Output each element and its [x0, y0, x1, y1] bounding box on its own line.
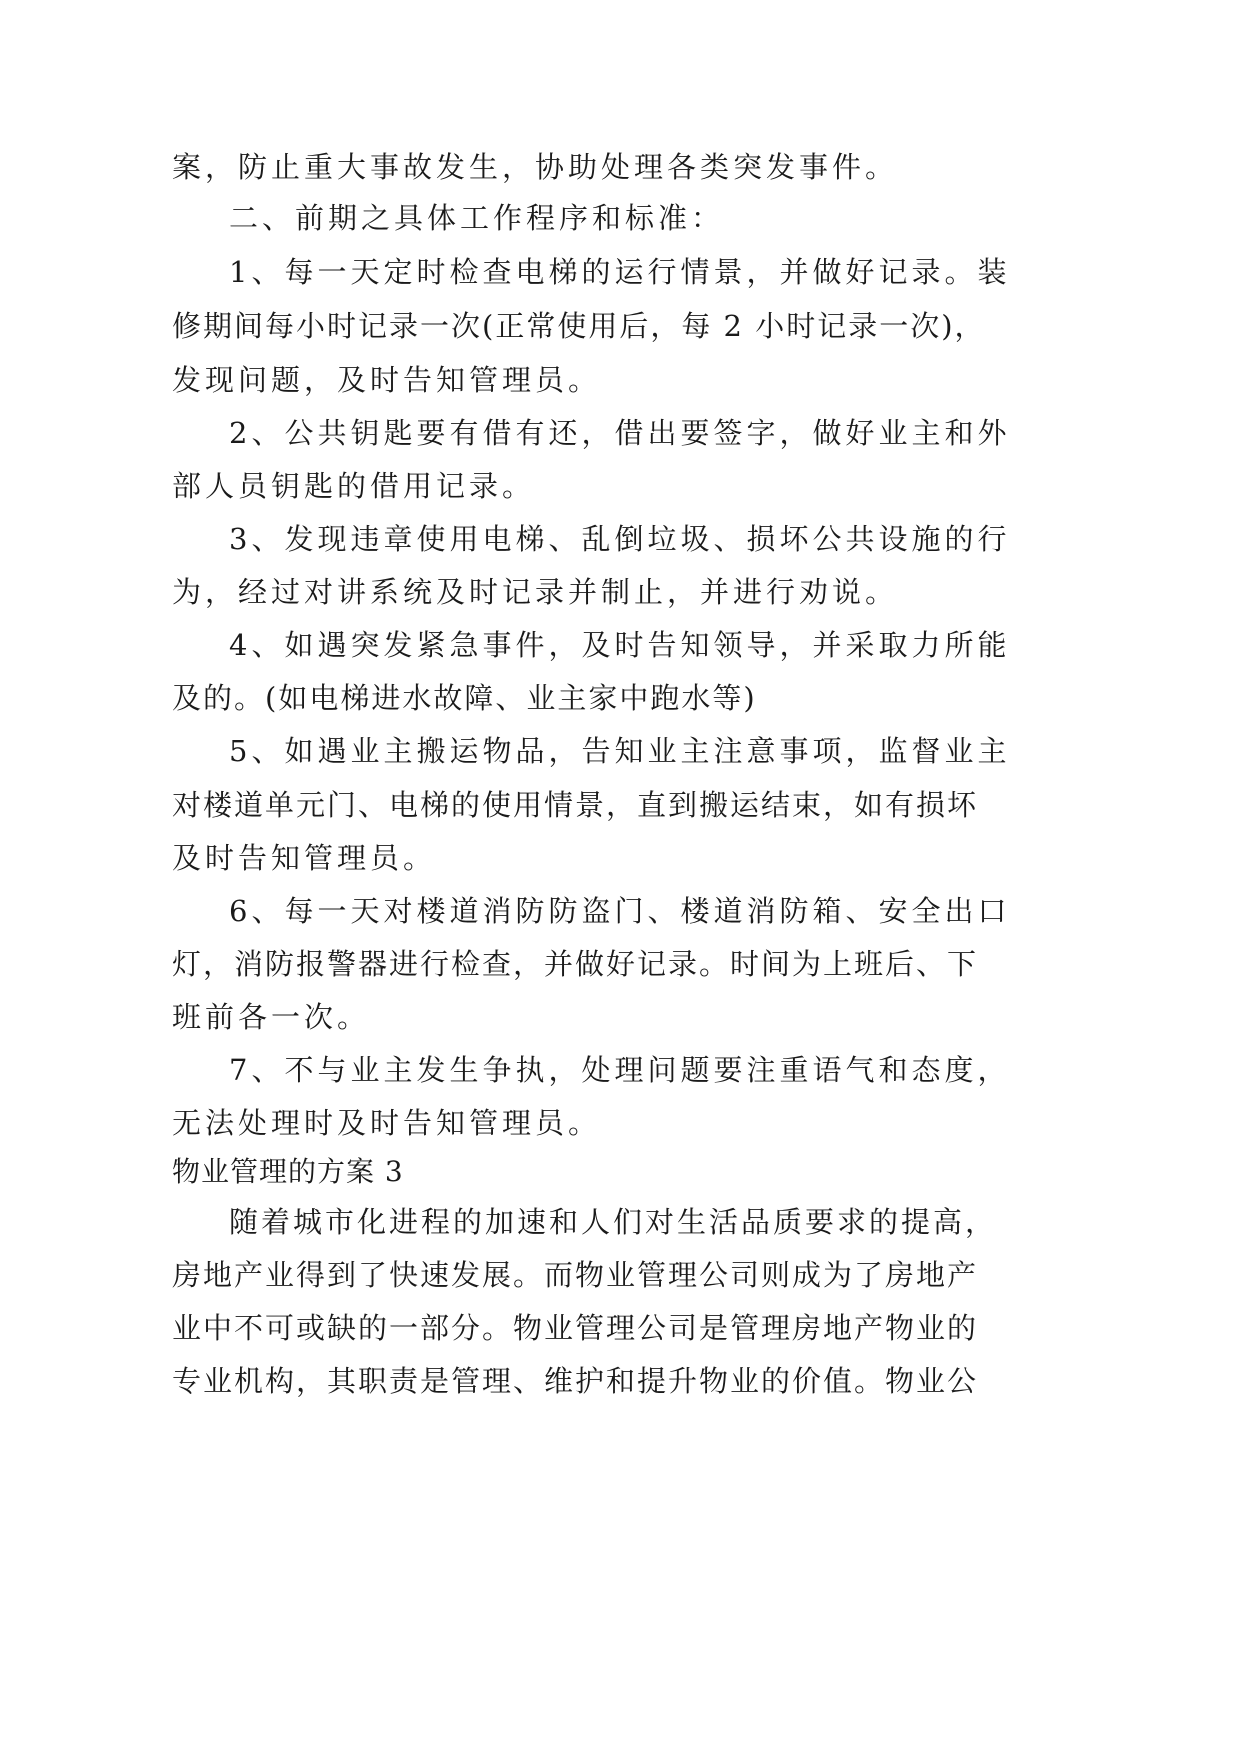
text-line: 及时告知管理员。: [172, 841, 437, 875]
text-line: 为，经过对讲系统及时记录并制止，并进行劝说。: [172, 575, 899, 609]
text-line: 7、不与业主发生争执，处理问题要注重语气和态度，: [229, 1053, 1011, 1087]
text-line: 随着城市化进程的加速和人们对生活品质要求的提高，: [229, 1205, 998, 1239]
text-line: 部人员钥匙的借用记录。: [172, 469, 536, 503]
text-line: 3、发现违章使用电梯、乱倒垃圾、损坏公共设施的行: [229, 522, 1011, 556]
text-line: 6、每一天对楼道消防防盗门、楼道消防箱、安全出口: [229, 894, 1011, 928]
section-heading: 二、前期之具体工作程序和标准：: [229, 201, 725, 235]
text-line: 及的。(如电梯进水故障、业主家中跑水等): [172, 681, 757, 715]
text-line: 1、每一天定时检查电梯的运行情景，并做好记录。装: [229, 255, 1011, 289]
text-line: 2、公共钥匙要有借有还，借出要签字，做好业主和外: [229, 416, 1011, 450]
text-line: 修期间每小时记录一次(正常使用后，每 2 小时记录一次)，: [172, 309, 986, 343]
text-line: 业中不可或缺的一部分。物业管理公司是管理房地产物业的: [172, 1311, 979, 1345]
text-line: 班前各一次。: [172, 1000, 371, 1034]
text-line: 对楼道单元门、电梯的使用情景，直到搬运结束，如有损坏: [172, 788, 979, 822]
text-line: 灯，消防报警器进行检查，并做好记录。时间为上班后、下: [172, 947, 979, 981]
text-line: 案，防止重大事故发生，协助处理各类突发事件。: [172, 150, 899, 184]
text-line: 5、如遇业主搬运物品，告知业主注意事项，监督业主: [229, 734, 1011, 768]
text-line: 4、如遇突发紧急事件，及时告知领导，并采取力所能: [229, 628, 1011, 662]
text-line: 无法处理时及时告知管理员。: [172, 1106, 602, 1140]
text-line: 发现问题，及时告知管理员。: [172, 363, 602, 397]
text-line: 房地产业得到了快速发展。而物业管理公司则成为了房地产: [172, 1258, 979, 1292]
section-title: 物业管理的方案 3: [172, 1155, 404, 1188]
text-line: 专业机构，其职责是管理、维护和提升物业的价值。物业公: [172, 1364, 979, 1398]
